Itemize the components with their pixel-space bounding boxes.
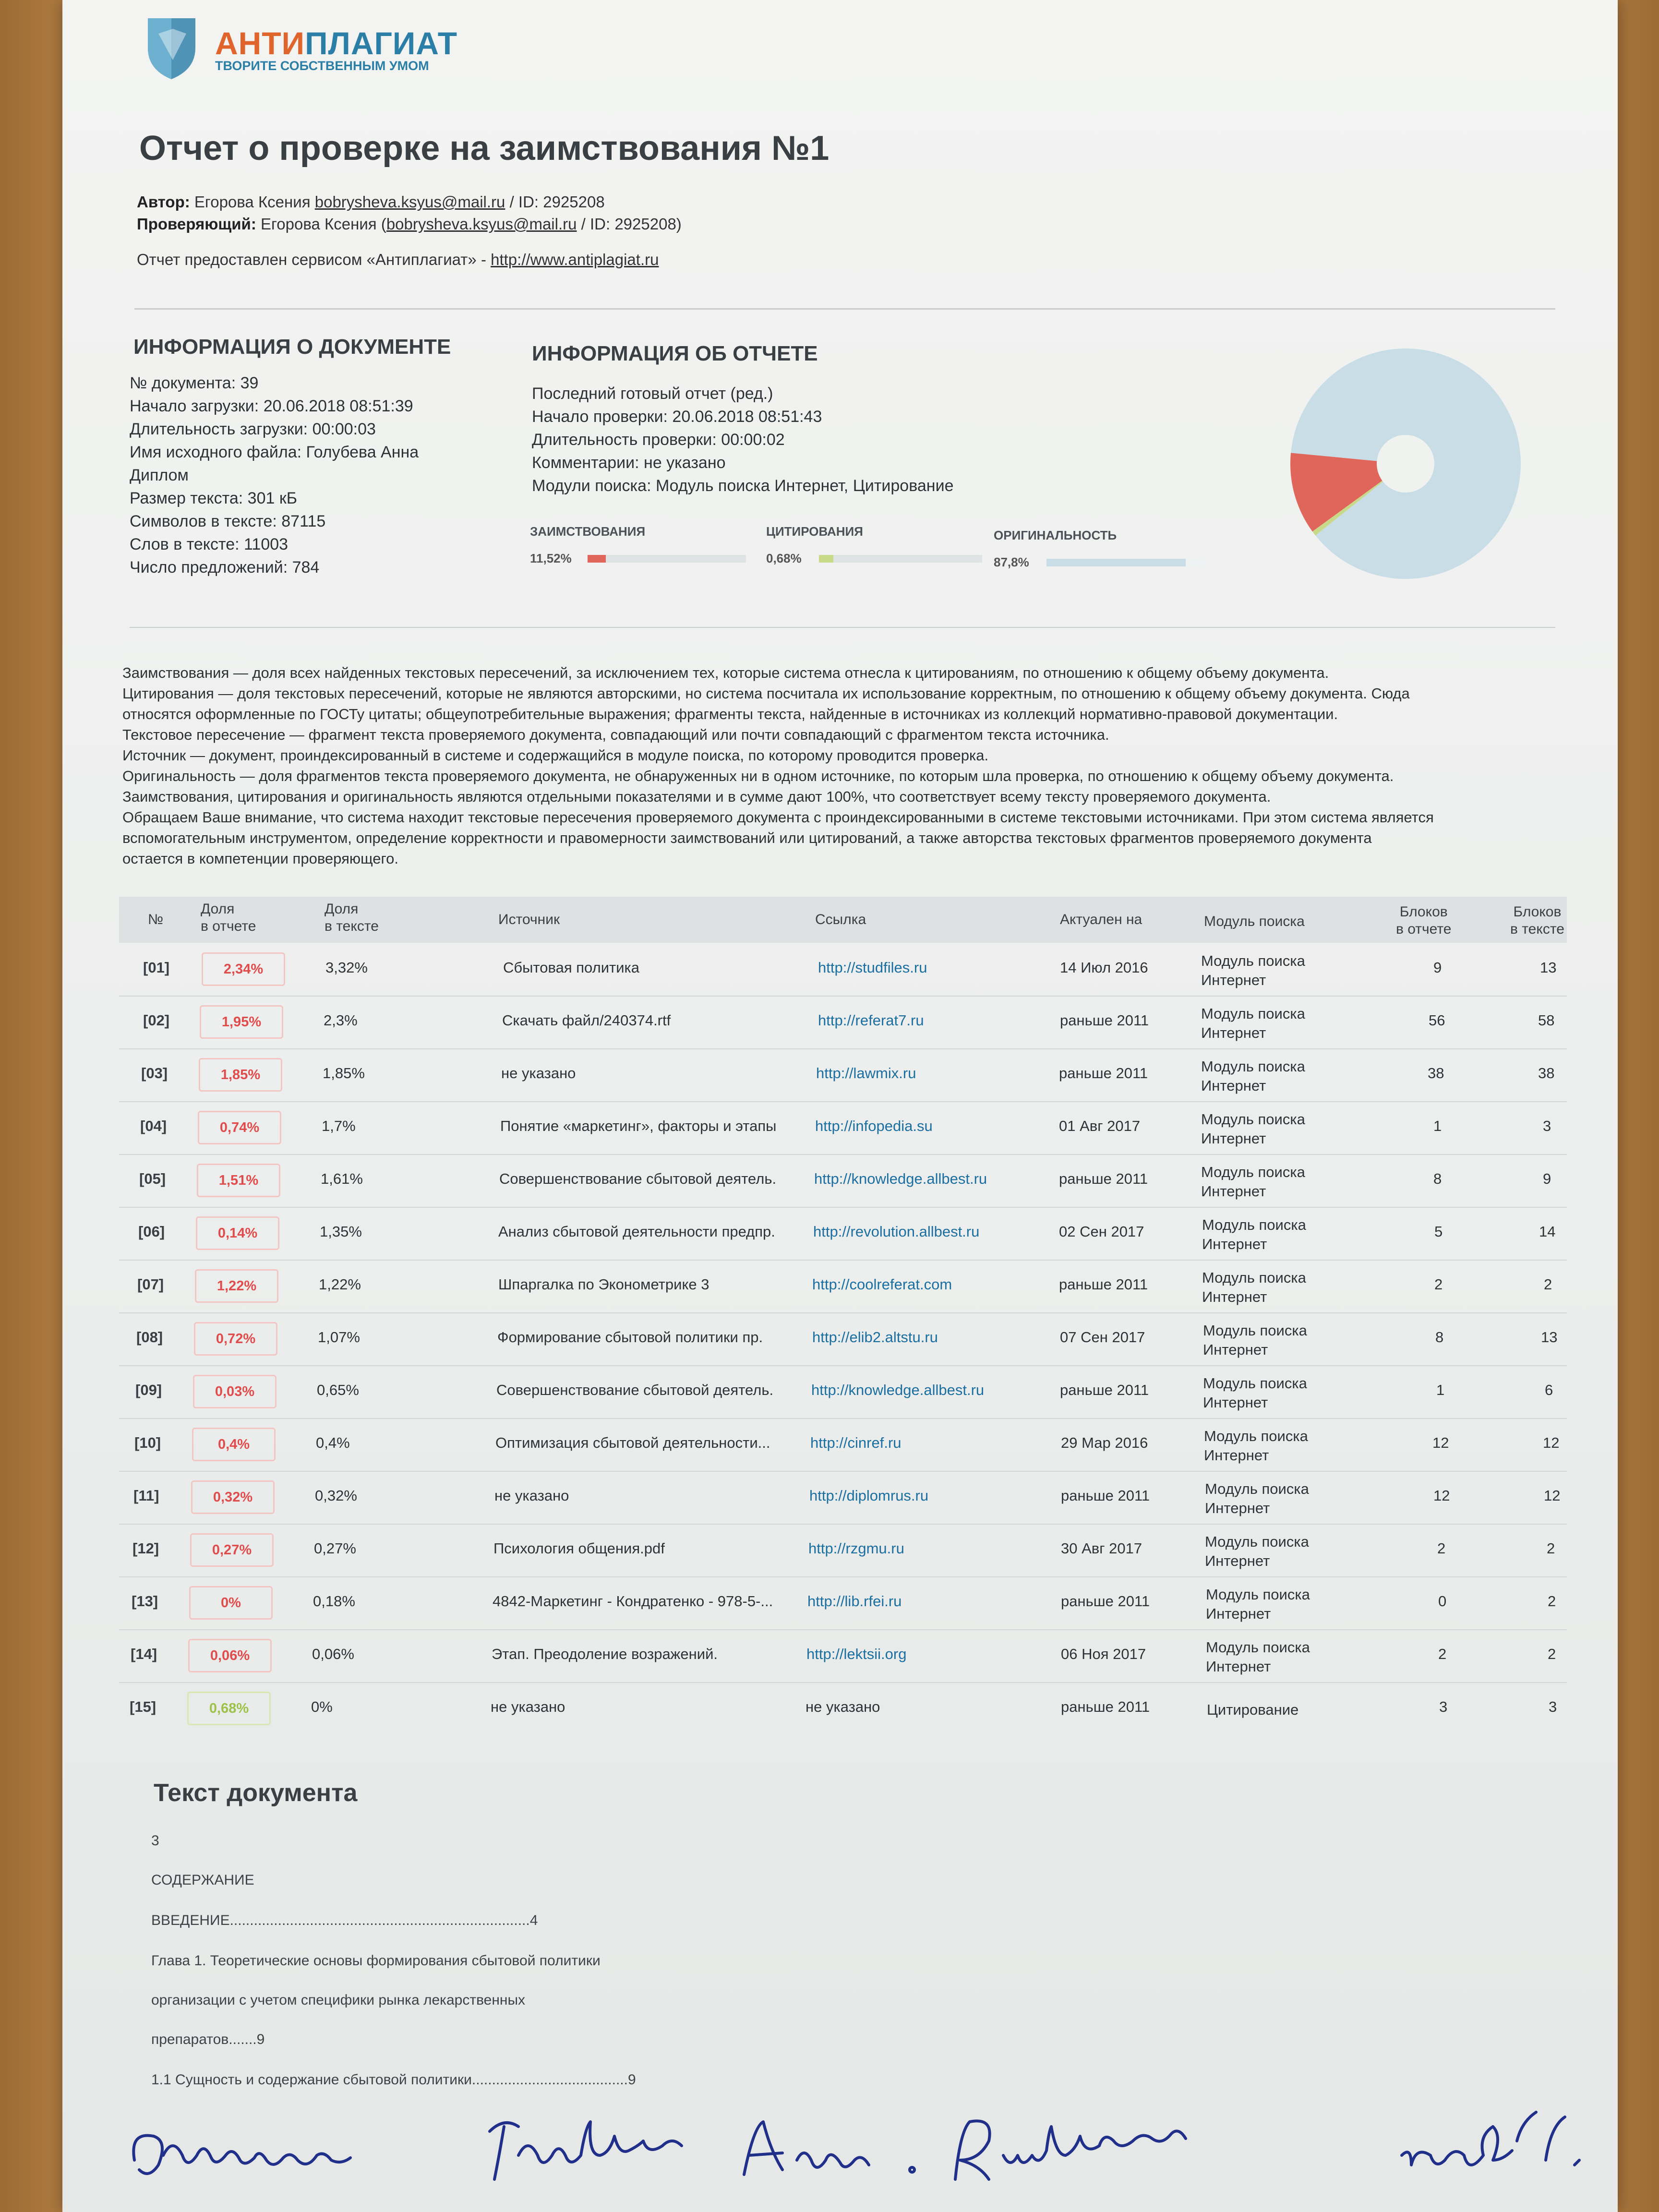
row-module: Цитирование bbox=[1207, 1701, 1299, 1718]
definition-line: Обращаем Ваше внимание, что система находит текстовые пересечения проверяемого документа с проиндексированными в системе текстовыми источниками. При этом система является bbox=[122, 809, 1434, 826]
brand-logo-text bbox=[215, 25, 457, 61]
doc-text-line: 3 bbox=[151, 1833, 159, 1849]
row-blocks-text: 12 bbox=[1544, 1487, 1561, 1504]
row-module: Модуль поиска Интернет bbox=[1205, 1480, 1309, 1516]
row-date: 02 Сен 2017 bbox=[1059, 1223, 1144, 1240]
report-info-title: ИНФОРМАЦИЯ ОБ ОТЧЕТЕ bbox=[532, 342, 818, 365]
row-module: Модуль поиска Интернет bbox=[1203, 1375, 1307, 1411]
row-blocks-report: 3 bbox=[1439, 1698, 1448, 1715]
row-source: Совершенствование сбытовой деятель. bbox=[496, 1382, 774, 1398]
row-link[interactable]: http://referat7.ru bbox=[818, 1012, 924, 1029]
stat-originality bbox=[994, 528, 1219, 569]
reviewer-line: Проверяющий: Егорова Ксения (bobrysheva.ksyus@mail.ru / ID: 2925208) bbox=[137, 215, 682, 233]
table-row[interactable] bbox=[119, 1154, 1567, 1208]
col-blocks-report: Блоков в отчете bbox=[1396, 904, 1452, 937]
row-module: Модуль поиска Интернет bbox=[1206, 1639, 1310, 1675]
document-text-title: Текст документа bbox=[154, 1779, 358, 1807]
row-blocks-report: 2 bbox=[1437, 1540, 1446, 1557]
row-no: [02] bbox=[143, 1012, 170, 1029]
col-no: № bbox=[148, 912, 164, 927]
table-row[interactable] bbox=[119, 1207, 1567, 1261]
doc-info-line: Символов в тексте: 87115 bbox=[130, 512, 326, 530]
definition-line: вспомогательным инструментом, определение корректности и правомерности заимствований или цитирований, а также авторства текстовых фрагментов проверяемого документа bbox=[122, 830, 1372, 846]
author-email[interactable]: bobrysheva.ksyus@mail.ru bbox=[314, 193, 505, 211]
doc-text-line: Глава 1. Теоретические основы формирования сбытовой политики bbox=[151, 1953, 601, 1969]
row-source: Оптимизация сбытовой деятельности... bbox=[495, 1434, 770, 1451]
col-actual: Актуален на bbox=[1060, 912, 1142, 927]
stat-label: ЦИТИРОВАНИЯ bbox=[766, 524, 863, 539]
stat-value: 0,68% bbox=[766, 551, 802, 565]
row-share-text: 1,85% bbox=[323, 1065, 365, 1082]
row-link[interactable]: http://lawmix.ru bbox=[816, 1065, 916, 1082]
stat-value: 11,52% bbox=[530, 551, 572, 565]
row-blocks-report: 0 bbox=[1438, 1593, 1447, 1610]
row-share-report: 0,03% bbox=[193, 1375, 276, 1408]
report-info-line: Модули поиска: Модуль поиска Интернет, Цитирование bbox=[532, 477, 954, 495]
row-blocks-text: 2 bbox=[1548, 1593, 1556, 1610]
row-module: Модуль поиска Интернет bbox=[1201, 1058, 1305, 1094]
doc-info-line: Слов в тексте: 11003 bbox=[130, 535, 289, 553]
row-source: 4842-Маркетинг - Кондратенко - 978-5-... bbox=[493, 1593, 773, 1610]
row-source: не указано bbox=[501, 1065, 576, 1082]
row-blocks-text: 2 bbox=[1547, 1540, 1555, 1557]
row-blocks-text: 13 bbox=[1540, 959, 1557, 976]
table-row[interactable] bbox=[119, 943, 1567, 997]
row-share-report: 0,27% bbox=[190, 1533, 274, 1567]
row-share-text: 0,32% bbox=[315, 1487, 357, 1504]
row-share-report: 0,4% bbox=[192, 1428, 276, 1461]
row-module: Модуль поиска Интернет bbox=[1202, 1269, 1306, 1305]
doc-info-line: № документа: 39 bbox=[130, 374, 259, 392]
stat-bar bbox=[819, 555, 982, 563]
row-blocks-text: 14 bbox=[1539, 1223, 1556, 1240]
row-share-text: 0,4% bbox=[316, 1434, 350, 1451]
row-share-report: 0% bbox=[189, 1586, 273, 1620]
row-source: Анализ сбытовой деятельности предпр. bbox=[498, 1223, 775, 1240]
service-line bbox=[137, 251, 659, 269]
definition-line: Заимствования — доля всех найденных текстовых пересечений, за исключением тех, которые система отнесла к цитированиям, по отношению к общему объему документа. bbox=[122, 664, 1329, 681]
row-no: [15] bbox=[130, 1698, 156, 1715]
row-no: [08] bbox=[136, 1329, 163, 1346]
divider bbox=[134, 308, 1555, 310]
row-blocks-report: 9 bbox=[1433, 959, 1442, 976]
row-date: 07 Сен 2017 bbox=[1060, 1329, 1145, 1346]
row-date: 01 Авг 2017 bbox=[1059, 1118, 1141, 1134]
definition-line: Текстовое пересечение — фрагмент текста проверяемого документа, совпадающий или почти совпадающий с фрагментом текста источника. bbox=[122, 726, 1109, 743]
row-source: Формирование сбытовой политики пр. bbox=[497, 1329, 763, 1346]
row-share-text: 1,07% bbox=[318, 1329, 360, 1346]
row-link[interactable]: http://diplomrus.ru bbox=[809, 1487, 929, 1504]
definition-line: относятся оформленные по ГОСТу цитаты; общеупотребительные выражения; фрагменты текста, найденные в источниках из коллекций нормативно-правовой документации. bbox=[122, 706, 1338, 722]
stat-label: ОРИГИНАЛЬНОСТЬ bbox=[994, 528, 1117, 542]
row-share-text: 0,65% bbox=[317, 1382, 359, 1398]
row-blocks-text: 6 bbox=[1545, 1382, 1553, 1398]
table-row[interactable] bbox=[119, 1418, 1567, 1472]
row-blocks-report: 2 bbox=[1438, 1646, 1447, 1662]
service-url-link[interactable]: http://www.antiplagiat.ru bbox=[491, 251, 659, 268]
divider bbox=[130, 627, 1555, 628]
row-no: [07] bbox=[137, 1276, 164, 1293]
row-module: Модуль поиска Интернет bbox=[1205, 1533, 1309, 1569]
row-blocks-report: 5 bbox=[1434, 1223, 1443, 1240]
row-link[interactable]: http://rzgmu.ru bbox=[808, 1540, 904, 1557]
row-no: [01] bbox=[143, 959, 170, 976]
row-date: 14 Июл 2016 bbox=[1060, 959, 1148, 976]
shield-logo-icon bbox=[144, 14, 199, 82]
table-row[interactable] bbox=[119, 1576, 1567, 1630]
row-link[interactable]: http://lib.rfei.ru bbox=[807, 1593, 902, 1610]
row-share-report: 0,14% bbox=[196, 1216, 279, 1250]
row-module: Модуль поиска Интернет bbox=[1203, 1322, 1307, 1358]
col-module: Модуль поиска bbox=[1204, 914, 1305, 929]
row-source: Скачать файл/240374.rtf bbox=[502, 1012, 671, 1029]
row-date: раньше 2011 bbox=[1060, 1012, 1149, 1029]
definition-line: Заимствования, цитирования и оригинальность являются отдельными показателями и в сумме дают 100%, что соответствует всему тексту проверяемого документа. bbox=[122, 788, 1271, 805]
table-row[interactable] bbox=[119, 1682, 1567, 1735]
row-module: Модуль поиска Интернет bbox=[1201, 1111, 1305, 1147]
stat-bar-fill bbox=[1046, 559, 1186, 566]
row-link[interactable]: http://knowledge.allbest.ru bbox=[811, 1382, 985, 1398]
col-link: Ссылка bbox=[815, 912, 866, 927]
row-share-report: 0,68% bbox=[187, 1692, 271, 1725]
author-label: Автор: bbox=[137, 193, 190, 211]
brand-tagline: ТВОРИТЕ СОБСТВЕННЫМ УМОМ bbox=[215, 59, 429, 73]
row-blocks-report: 12 bbox=[1432, 1434, 1449, 1451]
row-no: [09] bbox=[135, 1382, 162, 1398]
sources-table-header bbox=[119, 897, 1567, 943]
brand-part-2: ПЛАГИАТ bbox=[305, 25, 458, 61]
report-info-line: Последний готовый отчет (ред.) bbox=[532, 385, 773, 403]
definition-line: Оригинальность — доля фрагментов текста проверяемого документа, не обнаруженных ни в одном источнике, по которым шла проверка, по отношению к общему объему документа. bbox=[122, 768, 1394, 784]
reviewer-label: Проверяющий: bbox=[137, 215, 256, 233]
row-link[interactable]: http://coolreferat.com bbox=[812, 1276, 952, 1293]
row-blocks-report: 8 bbox=[1435, 1329, 1444, 1346]
brand-part-1: АНТИ bbox=[215, 25, 305, 61]
row-date: раньше 2011 bbox=[1061, 1593, 1150, 1610]
stat-bar-fill bbox=[819, 555, 833, 563]
row-share-text: 1,35% bbox=[320, 1223, 362, 1240]
row-date: раньше 2011 bbox=[1061, 1487, 1150, 1504]
doc-info-line: Число предложений: 784 bbox=[130, 558, 320, 577]
report-info-list bbox=[532, 382, 954, 497]
table-row[interactable] bbox=[119, 1260, 1567, 1313]
row-blocks-text: 13 bbox=[1541, 1329, 1558, 1346]
reviewer-email[interactable]: bobrysheva.ksyus@mail.ru bbox=[386, 215, 577, 233]
doc-info-line: Диплом bbox=[130, 466, 189, 484]
row-source: не указано bbox=[491, 1698, 565, 1715]
doc-info-line: Длительность загрузки: 00:00:03 bbox=[130, 420, 376, 438]
row-source: Психология общения.pdf bbox=[493, 1540, 665, 1557]
table-row[interactable] bbox=[119, 1101, 1567, 1155]
row-module: Модуль поиска Интернет bbox=[1204, 1428, 1308, 1464]
row-source: Шпаргалка по Эконометрике 3 bbox=[498, 1276, 709, 1293]
col-share-text: Доля в тексте bbox=[325, 901, 379, 934]
stat-label: ЗАИМСТВОВАНИЯ bbox=[530, 524, 646, 539]
col-source: Источник bbox=[498, 912, 560, 927]
row-no: [11] bbox=[133, 1487, 159, 1504]
doc-info-line: Размер текста: 301 кБ bbox=[130, 489, 298, 507]
handwritten-signature bbox=[125, 2103, 1613, 2208]
table-row[interactable] bbox=[119, 1524, 1567, 1577]
row-share-report: 0,32% bbox=[191, 1480, 275, 1514]
row-date: 06 Ноя 2017 bbox=[1061, 1646, 1146, 1662]
row-source: Этап. Преодоление возражений. bbox=[492, 1646, 718, 1662]
row-share-report: 1,51% bbox=[197, 1164, 280, 1197]
row-source: Совершенствование сбытовой деятель. bbox=[499, 1170, 777, 1187]
row-blocks-text: 2 bbox=[1544, 1276, 1552, 1293]
row-date: раньше 2011 bbox=[1061, 1698, 1150, 1715]
row-no: [14] bbox=[131, 1646, 157, 1662]
row-blocks-report: 1 bbox=[1433, 1118, 1442, 1134]
doc-info-list bbox=[130, 372, 419, 579]
row-link: не указано bbox=[805, 1698, 880, 1715]
doc-text-line: ВВЕДЕНИЕ...........................................................................4 bbox=[151, 1912, 538, 1928]
row-share-text: 2,3% bbox=[324, 1012, 358, 1029]
author-line bbox=[137, 193, 605, 211]
row-blocks-text: 38 bbox=[1538, 1065, 1555, 1082]
row-module: Модуль поиска Интернет bbox=[1201, 1005, 1305, 1041]
row-blocks-report: 8 bbox=[1433, 1170, 1442, 1187]
row-link[interactable]: http://infopedia.su bbox=[815, 1118, 933, 1134]
table-row[interactable] bbox=[119, 1629, 1567, 1683]
row-blocks-report: 2 bbox=[1434, 1276, 1443, 1293]
reviewer-id: / ID: 2925208) bbox=[581, 215, 682, 233]
row-no: [12] bbox=[132, 1540, 159, 1557]
stat-value: 87,8% bbox=[994, 555, 1029, 569]
row-no: [04] bbox=[140, 1118, 167, 1134]
row-share-text: 0,06% bbox=[312, 1646, 354, 1662]
row-blocks-text: 2 bbox=[1548, 1646, 1556, 1662]
row-date: раньше 2011 bbox=[1060, 1382, 1149, 1398]
definitions-block bbox=[122, 662, 1567, 869]
stat-citations bbox=[766, 524, 992, 565]
row-blocks-report: 1 bbox=[1436, 1382, 1445, 1398]
row-link[interactable]: http://studfiles.ru bbox=[818, 959, 927, 976]
table-row[interactable] bbox=[119, 1365, 1567, 1419]
row-date: 30 Авг 2017 bbox=[1061, 1540, 1142, 1557]
row-link[interactable]: http://elib2.altstu.ru bbox=[812, 1329, 938, 1346]
row-no: [13] bbox=[132, 1593, 158, 1610]
definition-line: Источник — документ, проиндексированный в системе и содержащийся в модуле поиска, по которому проводится проверка. bbox=[122, 747, 989, 764]
row-share-text: 1,7% bbox=[322, 1118, 356, 1134]
reviewer-name: Егорова Ксения bbox=[260, 215, 377, 233]
doc-info-line: Имя исходного файла: Голубева Анна bbox=[130, 443, 419, 461]
stat-bar bbox=[588, 555, 746, 563]
row-blocks-text: 58 bbox=[1538, 1012, 1555, 1029]
row-share-report: 1,95% bbox=[200, 1005, 283, 1039]
row-no: [03] bbox=[141, 1065, 168, 1082]
stat-bar-fill bbox=[588, 555, 606, 563]
row-date: раньше 2011 bbox=[1059, 1276, 1148, 1293]
report-page bbox=[62, 0, 1618, 2212]
row-share-text: 1,61% bbox=[321, 1170, 363, 1187]
table-row[interactable] bbox=[119, 1471, 1567, 1525]
row-source: Понятие «маркетинг», факторы и этапы bbox=[500, 1118, 777, 1134]
row-date: раньше 2011 bbox=[1059, 1170, 1148, 1187]
row-share-report: 0,06% bbox=[188, 1639, 272, 1672]
row-share-text: 3,32% bbox=[325, 959, 368, 976]
stat-bar bbox=[1046, 559, 1205, 566]
row-blocks-report: 12 bbox=[1433, 1487, 1450, 1504]
table-row[interactable] bbox=[119, 996, 1567, 1049]
doc-text-line: препаратов.......9 bbox=[151, 2032, 265, 2047]
row-module: Модуль поиска Интернет bbox=[1201, 1164, 1305, 1200]
row-share-text: 0% bbox=[311, 1698, 333, 1715]
report-info-line: Комментарии: не указано bbox=[532, 454, 726, 472]
row-source: Сбытовая политика bbox=[503, 959, 640, 976]
doc-text-line: СОДЕРЖАНИЕ bbox=[151, 1872, 254, 1888]
row-share-text: 0,27% bbox=[314, 1540, 356, 1557]
row-blocks-report: 38 bbox=[1428, 1065, 1444, 1082]
doc-info-title: ИНФОРМАЦИЯ О ДОКУМЕНТЕ bbox=[133, 335, 451, 359]
row-module: Модуль поиска Интернет bbox=[1202, 1216, 1306, 1252]
col-blocks-text: Блоков в тексте bbox=[1510, 904, 1564, 937]
originality-donut-chart bbox=[1286, 344, 1526, 584]
row-blocks-text: 3 bbox=[1543, 1118, 1551, 1134]
author-id: / ID: 2925208 bbox=[509, 193, 605, 211]
row-link[interactable]: http://cinref.ru bbox=[810, 1434, 902, 1451]
row-share-report: 1,22% bbox=[195, 1269, 278, 1303]
col-share-report: Доля в отчете bbox=[201, 901, 256, 934]
row-share-report: 2,34% bbox=[202, 952, 285, 986]
row-blocks-report: 56 bbox=[1429, 1012, 1445, 1029]
row-blocks-text: 9 bbox=[1543, 1170, 1551, 1187]
table-row[interactable] bbox=[119, 1048, 1567, 1102]
row-link[interactable]: http://lektsii.org bbox=[806, 1646, 907, 1662]
row-module: Модуль поиска Интернет bbox=[1201, 952, 1305, 988]
page-title: Отчет о проверке на заимствования №1 bbox=[139, 129, 830, 168]
report-info-line: Длительность проверки: 00:00:02 bbox=[532, 431, 785, 449]
row-share-report: 1,85% bbox=[199, 1058, 282, 1092]
row-no: [05] bbox=[139, 1170, 166, 1187]
definition-line: Цитирования — доля текстовых пересечений, которые не являются авторскими, но система посчитала их использование корректным, по отношению к общему объему документа. Сюда bbox=[122, 685, 1410, 702]
doc-text-line: организации с учетом специфики рынка лекарственных bbox=[151, 1992, 526, 2008]
row-share-report: 0,74% bbox=[198, 1111, 281, 1144]
report-info-line: Начало проверки: 20.06.2018 08:51:43 bbox=[532, 408, 822, 426]
definition-line: остается в компетенции проверяющего. bbox=[122, 850, 398, 867]
row-share-report: 0,72% bbox=[194, 1322, 277, 1356]
doc-info-line: Начало загрузки: 20.06.2018 08:51:39 bbox=[130, 397, 413, 415]
row-share-text: 1,22% bbox=[319, 1276, 361, 1293]
row-source: не указано bbox=[494, 1487, 569, 1504]
row-blocks-text: 3 bbox=[1549, 1698, 1557, 1715]
row-module: Модуль поиска Интернет bbox=[1206, 1586, 1310, 1622]
row-no: [10] bbox=[134, 1434, 161, 1451]
row-no: [06] bbox=[138, 1223, 165, 1240]
doc-text-line: 1.1 Сущность и содержание сбытовой политики.......................................9 bbox=[151, 2072, 636, 2088]
row-link[interactable]: http://knowledge.allbest.ru bbox=[814, 1170, 987, 1187]
row-date: 29 Мар 2016 bbox=[1061, 1434, 1148, 1451]
row-blocks-text: 12 bbox=[1543, 1434, 1560, 1451]
row-share-text: 0,18% bbox=[313, 1593, 355, 1610]
service-text: Отчет предоставлен сервисом «Антиплагиат» - bbox=[137, 251, 486, 268]
row-date: раньше 2011 bbox=[1059, 1065, 1148, 1082]
author-name: Егорова Ксения bbox=[194, 193, 311, 211]
stat-borrowings bbox=[530, 524, 756, 565]
row-link[interactable]: http://revolution.allbest.ru bbox=[813, 1223, 980, 1240]
table-row[interactable] bbox=[119, 1312, 1567, 1366]
